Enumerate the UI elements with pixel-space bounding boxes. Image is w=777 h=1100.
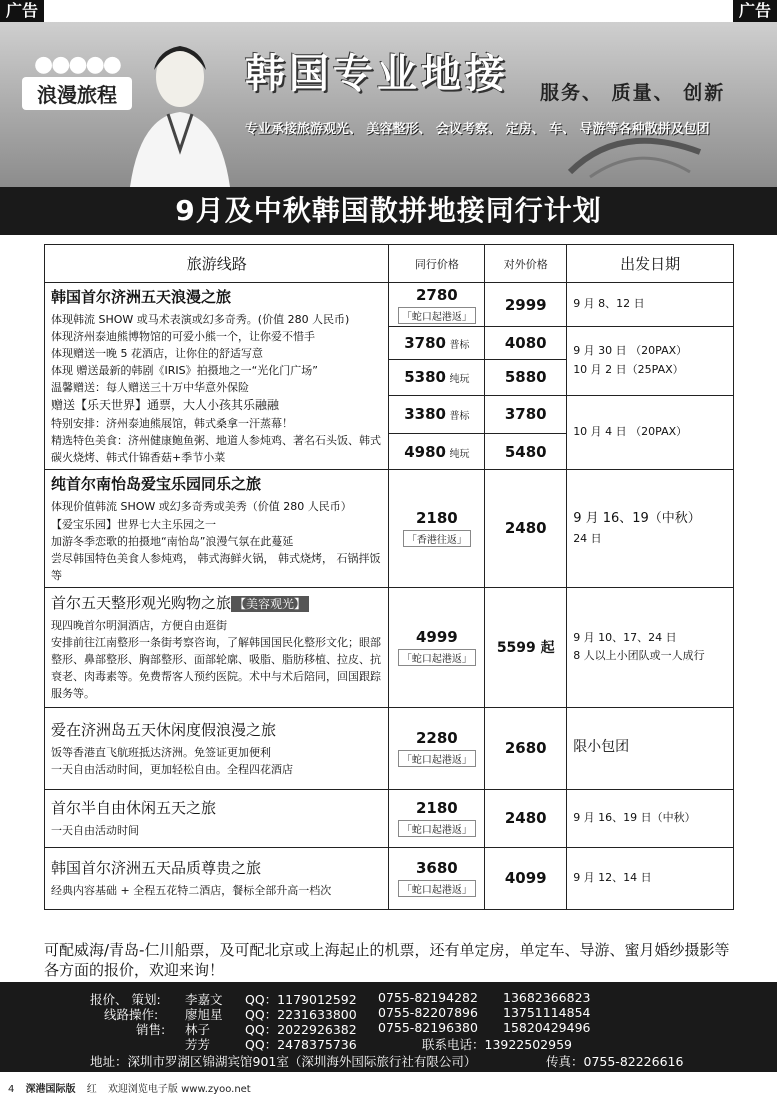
retail-price-cell: 2480 <box>485 789 567 847</box>
date-cell: 限小包团 <box>567 707 734 789</box>
date-cell: 10 月 4 日 （20PAX） <box>567 395 734 470</box>
price-value: 3680 <box>415 859 458 878</box>
header-peer-price: 同行价格 <box>389 245 485 283</box>
route-line: 饭等香港直飞航班抵达济洲。免签证更加便利 <box>51 745 271 759</box>
port-note: 「蛇口起港返」 <box>398 820 476 837</box>
table-header-row <box>45 245 734 283</box>
route-line: 体现 赠送最新的韩剧《IRIS》拍摄地之一“光化门广场” <box>51 364 319 378</box>
retail-price-cell: 5880 <box>485 359 567 395</box>
retail-price-cell: 4080 <box>485 327 567 360</box>
date-cell <box>567 587 734 707</box>
banner-motto: 服务、 质量、 创新 <box>540 82 726 104</box>
price-value: 2280 <box>415 729 458 748</box>
table-row <box>45 470 734 587</box>
header-departure-date: 出发日期 <box>567 245 734 283</box>
route-cell <box>45 847 389 909</box>
contact-qq: QQ：2478375736 <box>245 1037 357 1052</box>
contact-phone: 0755-82196380 <box>378 1020 478 1035</box>
contact-name: 李嘉文 <box>185 992 223 1007</box>
route-line: 安排前往江南整形一条街考察咨询，了解韩国国民化整形文化；眼部整形、鼻部整形、胸部整形、面部轮廓、吸脂、脂肪移植、拉皮、抗衰老、肉毒素等。免费帮客人预约医院。术中与术后陪同，回国跟踪服务等。 <box>51 636 381 701</box>
table-row <box>45 587 734 707</box>
peer-price-cell <box>389 283 485 327</box>
retail-price-cell: 5480 <box>485 434 567 470</box>
port-note: 「香港往返」 <box>403 530 471 547</box>
price-tier: 纯玩 <box>449 374 470 386</box>
date-cell: 9 月 12、14 日 <box>567 847 734 909</box>
contact-phone: 联系电话：13922502959 <box>422 1037 572 1052</box>
logo-name: 浪漫旅程 <box>22 77 132 110</box>
contact-address: 地址：深圳市罗湖区锦湖宾馆901室（深圳海外国际旅行社有限公司） <box>90 1054 477 1069</box>
route-cell <box>45 789 389 847</box>
contact-mobile: 15820429496 <box>503 1020 591 1035</box>
retail-price-cell: 2680 <box>485 707 567 789</box>
price-value: 2780 <box>415 285 458 304</box>
edition-badge: 红 <box>86 1084 97 1095</box>
banner-title: 韩国专业地接 <box>245 51 509 97</box>
contact-qq: QQ：2022926382 <box>245 1022 357 1037</box>
price-tier: 纯玩 <box>449 448 470 460</box>
website-text: 欢迎浏览电子版 www.zyoo.net <box>107 1084 251 1095</box>
contact-label: 线路操作: <box>104 1007 159 1022</box>
route-title: 韩国首尔济洲五天浪漫之旅 <box>51 288 232 306</box>
date-cell <box>567 470 734 587</box>
header-retail-price: 对外价格 <box>485 245 567 283</box>
ad-tag-right: 广告 <box>733 0 777 22</box>
route-title: 韩国首尔济洲五天品质尊贵之旅 <box>51 859 262 878</box>
date-line: 9 月 16、19（中秋） <box>573 511 701 527</box>
contact-qq: QQ：2231633800 <box>245 1007 357 1022</box>
peer-price-cell <box>389 395 485 434</box>
retail-price-cell: 3780 <box>485 395 567 434</box>
price-value: 4999 <box>415 628 458 647</box>
date-line: 8 人以上小团队或一人成行 <box>573 649 705 663</box>
contact-name: 廖旭星 <box>185 1007 223 1022</box>
route-line: 体现济州泰迪熊博物馆的可爱小熊一个，让你爱不惜手 <box>51 330 315 344</box>
retail-price-cell: 2480 <box>485 470 567 587</box>
contact-fax: 传真：0755-82226616 <box>546 1054 684 1069</box>
peer-price-cell <box>389 359 485 395</box>
date-cell <box>567 327 734 396</box>
date-cell: 9 月 16、19 日（中秋） <box>567 789 734 847</box>
route-title-text: 首尔五天整形观光购物之旅 <box>51 593 232 612</box>
price-value: 3780 <box>404 333 446 352</box>
route-line: 一天自由活动时间，更加轻松自由。全程四花酒店 <box>51 762 293 776</box>
peer-price-cell <box>389 434 485 470</box>
date-line: 9 月 10、17、24 日 <box>573 630 677 644</box>
page-footer <box>0 1080 777 1100</box>
price-tier: 普标 <box>449 411 470 423</box>
route-line: 现四晚首尔明洞酒店，方便自由逛街 <box>51 619 227 633</box>
route-line: 温馨赠送：每人赠送三十万中华意外保险 <box>51 381 249 395</box>
route-cell <box>45 587 389 707</box>
logo <box>22 52 132 110</box>
table-row <box>45 283 734 327</box>
banner-services: 专业承接旅游观光、 美容整形、 会议考察、 定房、 车、 导游等各种散拼及包团 <box>245 122 710 137</box>
ad-tag-left: 广告 <box>0 0 44 22</box>
retail-price-cell: 4099 <box>485 847 567 909</box>
beauty-tour-tag: 【美容观光】 <box>231 596 309 612</box>
peer-price-cell <box>389 587 485 707</box>
contact-mobile: 13682366823 <box>503 990 591 1005</box>
contact-label: 报价、 策划: <box>90 992 161 1007</box>
port-note: 「蛇口起港返」 <box>398 880 476 897</box>
peer-price-cell <box>389 707 485 789</box>
port-note: 「蛇口起港返」 <box>398 307 476 324</box>
route-line: 【爱宝乐园】世界七大主乐园之一 <box>51 517 216 531</box>
footprint-icon: ●●●●● <box>34 52 120 77</box>
contact-panel <box>0 982 777 1072</box>
route-line: 经典内容基础 + 全程五花特二酒店，餐标全部升高一档次 <box>51 884 332 898</box>
route-table <box>44 244 734 910</box>
retail-price-cell: 2999 <box>485 283 567 327</box>
route-cell <box>45 283 389 470</box>
peer-price-cell <box>389 789 485 847</box>
route-line: 体现赠送一晚 5 花酒店，让你住的舒适写意 <box>51 347 263 361</box>
route-line: 特别安排：济州泰迪熊展馆，韩式桑拿一汗蒸幕！ <box>51 417 293 431</box>
table-row <box>45 789 734 847</box>
contact-phone: 0755-82194282 <box>378 990 478 1005</box>
hanbok-woman-photo <box>120 32 240 187</box>
price-value: 4980 <box>404 442 446 461</box>
route-line: 体现价值韩流 SHOW 或幻多奇秀或美秀（价值 280 人民币） <box>51 500 352 514</box>
route-line: 一天自由活动时间 <box>51 824 139 838</box>
header-route: 旅游线路 <box>45 245 389 283</box>
price-value: 2180 <box>415 509 458 528</box>
peer-price-cell <box>389 847 485 909</box>
edition-name: 深港国际版 <box>25 1084 76 1095</box>
note-text: 可配威海/青岛-仁川船票，及可配北京或上海起止的机票，还有单定房，单定车、导游、蜜月婚纱摄影等各方面的报价，欢迎来询！ <box>44 941 730 979</box>
decorative-swirl-icon <box>560 122 710 182</box>
date-line: 9 月 30 日 （20PAX） <box>573 344 688 358</box>
route-cell <box>45 707 389 789</box>
page-number: 4 <box>8 1084 15 1095</box>
peer-price-cell <box>389 327 485 360</box>
contact-name: 林子 <box>185 1022 211 1037</box>
port-note: 「蛇口起港返」 <box>398 750 476 767</box>
route-line: 体现韩流 SHOW 或马术表演或幻多奇秀。(价值 280 人民币) <box>51 313 350 327</box>
route-title: 纯首尔南怡岛爱宝乐园同乐之旅 <box>51 475 262 494</box>
main-title: 9月及中秋韩国散拼地接同行计划 <box>0 187 777 235</box>
contact-mobile: 13751114854 <box>503 1005 591 1020</box>
route-cell <box>45 470 389 587</box>
route-title <box>51 592 382 615</box>
route-line: 赠送【乐天世界】通票，大人小孩其乐融融 <box>51 398 280 413</box>
contact-phone: 0755-82207896 <box>378 1005 478 1020</box>
contact-name: 芳芳 <box>185 1037 211 1052</box>
route-line: 精选特色美食：济州健康鲍鱼粥、地道人参炖鸡、著名石头饭、韩式碳火烧烤、韩式什锦香菇+季节小菜 <box>51 434 381 465</box>
date-cell: 9 月 8、12 日 <box>567 283 734 327</box>
retail-price-cell: 5599 起 <box>485 587 567 707</box>
date-line: 24 日 <box>573 532 602 546</box>
price-value: 3380 <box>404 405 446 424</box>
route-title: 爱在济洲岛五天休闲度假浪漫之旅 <box>51 720 277 739</box>
port-note: 「蛇口起港返」 <box>398 649 476 666</box>
contact-label: 销售: <box>136 1022 166 1037</box>
route-line: 尝尽韩国特色美食人参炖鸡， 韩式海鲜火锅， 韩式烧烤， 石锅拌饭等 <box>51 551 381 582</box>
table-row <box>45 847 734 909</box>
table-row <box>45 707 734 789</box>
price-value: 2180 <box>415 799 458 818</box>
peer-price-cell <box>389 470 485 587</box>
banner <box>0 22 777 187</box>
route-line: 加游冬季恋歌的拍摄地“南怡岛”浪漫气氛在此蔓延 <box>51 534 294 548</box>
route-title: 首尔半自由休闲五天之旅 <box>51 799 217 818</box>
price-value: 5380 <box>404 368 446 387</box>
price-tier: 普标 <box>449 339 470 351</box>
date-line: 10 月 2 日（25PAX） <box>573 362 684 376</box>
contact-qq: QQ：1179012592 <box>245 992 357 1007</box>
